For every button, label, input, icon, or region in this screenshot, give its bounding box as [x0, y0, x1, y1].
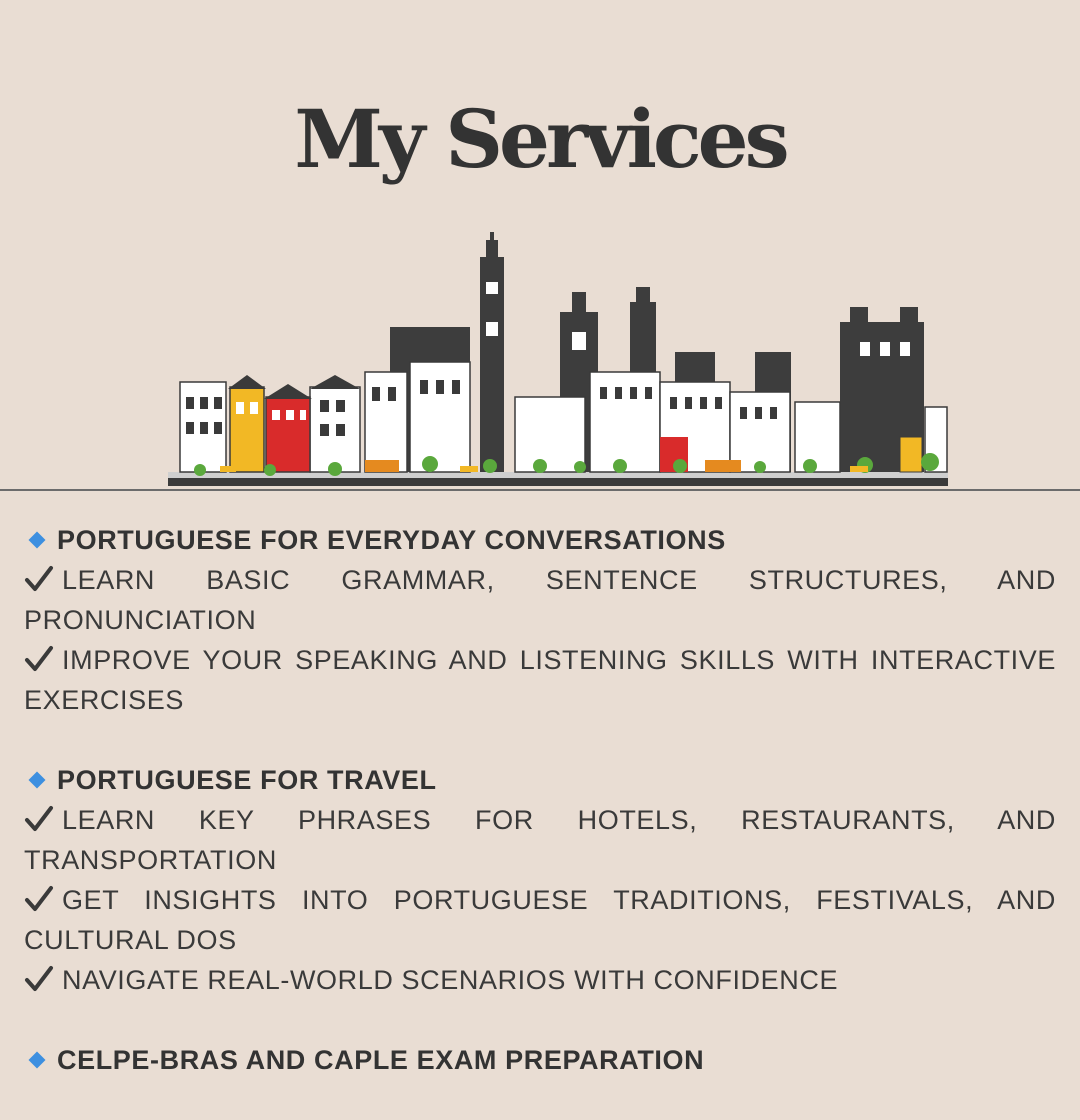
service-heading [24, 760, 1056, 800]
divider-line [0, 489, 1080, 491]
service-item-text: LEARN KEY PHRASES FOR HOTELS, RESTAURANTS, AND TRANSPORTATION [24, 805, 1056, 875]
checkmark-icon [24, 805, 54, 833]
service-item [24, 800, 1056, 880]
service-item [24, 640, 1056, 720]
service-heading [24, 520, 1056, 560]
service-heading-label: PORTUGUESE FOR TRAVEL [57, 765, 437, 795]
service-item-text: IMPROVE YOUR SPEAKING AND LISTENING SKILLS WITH INTERACTIVE EXERCISES [24, 645, 1056, 715]
checkmark-icon [24, 565, 54, 593]
diamond-icon [29, 532, 46, 549]
service-heading-label: PORTUGUESE FOR EVERYDAY CONVERSATIONS [57, 525, 726, 555]
checkmark-icon [24, 885, 54, 913]
service-section [24, 760, 1056, 1000]
page-title: My Services [294, 92, 786, 186]
service-item [24, 960, 1056, 1000]
service-item [24, 880, 1056, 960]
diamond-icon [29, 772, 46, 789]
diamond-icon [29, 1052, 46, 1069]
checkmark-icon [24, 645, 54, 673]
service-item-text: GET INSIGHTS INTO PORTUGUESE TRADITIONS, FESTIVALS, AND CULTURAL DOS [24, 885, 1056, 955]
service-heading [24, 1040, 1056, 1080]
service-item-text: LEARN BASIC GRAMMAR, SENTENCE STRUCTURES, AND PRONUNCIATION [24, 565, 1056, 635]
services-list [24, 520, 1056, 1120]
checkmark-icon [24, 965, 54, 993]
city-skyline-illustration [160, 232, 960, 494]
service-heading-label: CELPE-BRAS AND CAPLE EXAM PREPARATION [57, 1045, 705, 1075]
service-section [24, 1040, 1056, 1080]
service-item [24, 560, 1056, 640]
service-item-text: NAVIGATE REAL-WORLD SCENARIOS WITH CONFIDENCE [62, 965, 839, 995]
service-section [24, 520, 1056, 720]
